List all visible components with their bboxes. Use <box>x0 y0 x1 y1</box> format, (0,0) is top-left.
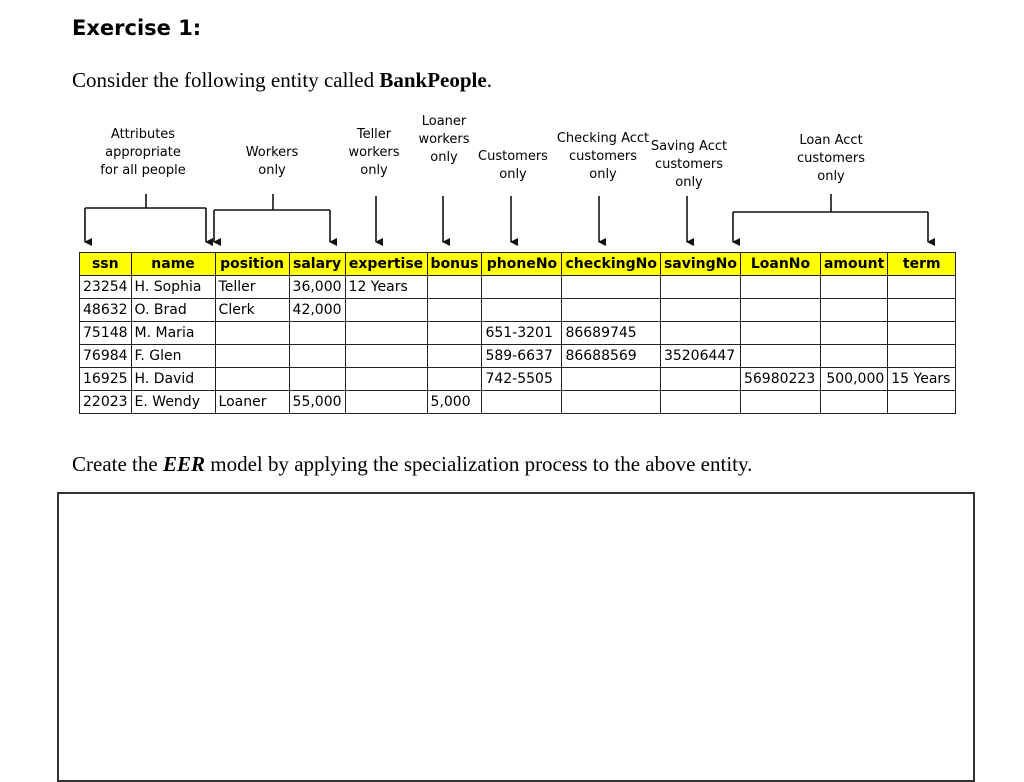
col-amount: amount <box>820 253 887 276</box>
cell-salary <box>289 322 345 345</box>
cell-checkingno <box>562 276 661 299</box>
cell-expertise <box>345 299 427 322</box>
cell-name: O. Brad <box>131 299 215 322</box>
cell-bonus <box>427 322 482 345</box>
label-loaner-workers: Loaner workers only <box>418 114 470 165</box>
cell-phoneno: 742-5505 <box>482 368 562 391</box>
cell-savingno <box>660 322 740 345</box>
cell-amount <box>820 299 887 322</box>
cell-loanno: 56980223 <box>740 368 820 391</box>
cell-position: Clerk <box>215 299 289 322</box>
col-savingno: savingNo <box>660 253 740 276</box>
table-row <box>80 322 956 345</box>
table-row <box>80 345 956 368</box>
cell-name: F. Glen <box>131 345 215 368</box>
cell-ssn: 16925 <box>80 368 132 391</box>
cell-salary: 55,000 <box>289 391 345 414</box>
col-phoneno: phoneNo <box>482 253 562 276</box>
label-customers: Customers only <box>478 149 548 182</box>
cell-savingno <box>660 299 740 322</box>
label-checking-acct: Checking Acct customers only <box>556 131 650 182</box>
col-ssn: ssn <box>80 253 132 276</box>
cell-bonus <box>427 299 482 322</box>
cell-loanno <box>740 299 820 322</box>
cell-term <box>888 391 956 414</box>
cell-term: 15 Years <box>888 368 956 391</box>
table-row <box>80 299 956 322</box>
col-expertise: expertise <box>345 253 427 276</box>
label-loan-acct: Loan Acct customers only <box>797 133 865 184</box>
cell-expertise <box>345 391 427 414</box>
intro-prefix: Consider the following entity called <box>72 68 380 92</box>
cell-loanno <box>740 276 820 299</box>
table-row <box>80 391 956 414</box>
col-salary: salary <box>289 253 345 276</box>
instruction-suffix: model by applying the specialization process to the above entity. <box>204 452 753 476</box>
cell-checkingno: 86688569 <box>562 345 661 368</box>
cell-checkingno <box>562 299 661 322</box>
instruction-sentence <box>72 452 752 477</box>
cell-position: Loaner <box>215 391 289 414</box>
cell-ssn: 76984 <box>80 345 132 368</box>
cell-expertise <box>345 368 427 391</box>
label-workers: Workers only <box>245 145 299 178</box>
cell-expertise: 12 Years <box>345 276 427 299</box>
label-all-people: Attributes appropriate for all people <box>100 127 186 178</box>
col-bonus: bonus <box>427 253 482 276</box>
instruction-prefix: Create the <box>72 452 163 476</box>
answer-box[interactable] <box>57 492 975 782</box>
cell-expertise <box>345 322 427 345</box>
intro-suffix: . <box>486 68 492 92</box>
cell-bonus <box>427 368 482 391</box>
header-row <box>80 253 956 276</box>
cell-amount: 500,000 <box>820 368 887 391</box>
cell-name: E. Wendy <box>131 391 215 414</box>
cell-ssn: 23254 <box>80 276 132 299</box>
bracket-workers <box>214 194 330 242</box>
col-name: name <box>131 253 215 276</box>
cell-salary <box>289 368 345 391</box>
cell-term <box>888 276 956 299</box>
col-checkingno: checkingNo <box>562 253 661 276</box>
cell-phoneno <box>482 391 562 414</box>
cell-name: H. David <box>131 368 215 391</box>
cell-salary: 36,000 <box>289 276 345 299</box>
cell-ssn: 22023 <box>80 391 132 414</box>
cell-bonus <box>427 345 482 368</box>
table-row <box>80 368 956 391</box>
label-teller-workers: Teller workers only <box>348 127 400 178</box>
cell-phoneno <box>482 276 562 299</box>
cell-savingno: 35206447 <box>660 345 740 368</box>
col-loanno: LoanNo <box>740 253 820 276</box>
col-position: position <box>215 253 289 276</box>
cell-phoneno <box>482 299 562 322</box>
eer-term: EER <box>162 452 205 476</box>
cell-savingno <box>660 276 740 299</box>
cell-position <box>215 345 289 368</box>
cell-name: M. Maria <box>131 322 215 345</box>
cell-expertise <box>345 345 427 368</box>
table-row <box>80 276 956 299</box>
cell-amount <box>820 391 887 414</box>
label-saving-acct: Saving Acct customers only <box>650 139 728 190</box>
exercise-heading: Exercise 1: <box>72 16 202 40</box>
cell-checkingno <box>562 368 661 391</box>
entity-name: BankPeople <box>379 68 487 92</box>
cell-ssn: 75148 <box>80 322 132 345</box>
bracket-all-people <box>85 194 206 242</box>
cell-term <box>888 322 956 345</box>
cell-checkingno: 86689745 <box>562 322 661 345</box>
cell-salary <box>289 345 345 368</box>
bankpeople-table <box>79 252 956 414</box>
cell-name: H. Sophia <box>131 276 215 299</box>
cell-position <box>215 368 289 391</box>
cell-bonus: 5,000 <box>427 391 482 414</box>
cell-loanno <box>740 322 820 345</box>
bracket-loan <box>733 194 928 242</box>
cell-savingno <box>660 391 740 414</box>
cell-checkingno <box>562 391 661 414</box>
col-term: term <box>888 253 956 276</box>
cell-loanno <box>740 345 820 368</box>
cell-phoneno: 651-3201 <box>482 322 562 345</box>
cell-savingno <box>660 368 740 391</box>
cell-ssn: 48632 <box>80 299 132 322</box>
cell-term <box>888 345 956 368</box>
cell-phoneno: 589-6637 <box>482 345 562 368</box>
cell-salary: 42,000 <box>289 299 345 322</box>
cell-bonus <box>427 276 482 299</box>
cell-amount <box>820 322 887 345</box>
cell-amount <box>820 276 887 299</box>
cell-term <box>888 299 956 322</box>
cell-position: Teller <box>215 276 289 299</box>
cell-loanno <box>740 391 820 414</box>
cell-amount <box>820 345 887 368</box>
cell-position <box>215 322 289 345</box>
